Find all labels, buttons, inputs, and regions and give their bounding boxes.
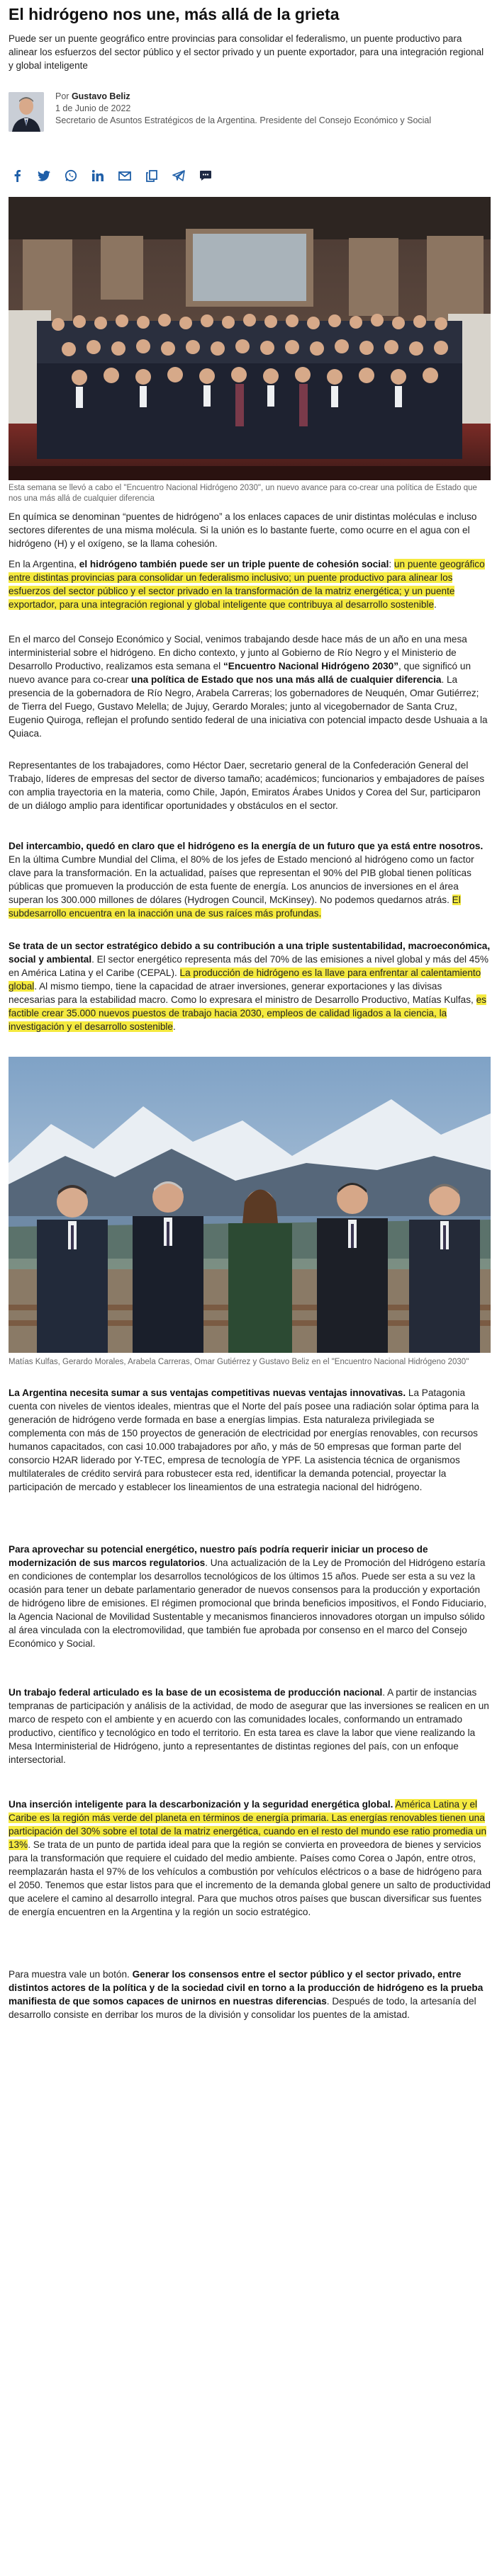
bold-text: Un trabajo federal articulado es la base de un ecosistema de producción nacional bbox=[9, 1687, 383, 1698]
highlighted-text: El subdesarrollo encuentra en la inacción una de sus raíces más profundas. bbox=[9, 895, 461, 919]
share-bar bbox=[10, 167, 213, 184]
whatsapp-icon[interactable] bbox=[64, 169, 78, 183]
author-block bbox=[9, 89, 491, 146]
bold-text: el hidrógeno también puede ser un triple puente de cohesión social bbox=[79, 559, 389, 569]
text-run: En el marco del Consejo Económico y Social, venimos trabajando desde hace más de un año en una mesa interministerial sobre el hidrógeno. En dicho contexto, y junto al Gobierno de Río Negro y el Ministerio de Desarrollo Productivo, realizamos esta semana el bbox=[9, 634, 467, 671]
byline-prefix: Por bbox=[55, 91, 72, 101]
highlighted-text: un puente geográfico entre distintas provincias para consolidar un federalismo inclusivo; un puente productivo para alinear los esfuerzos del sector público y el sector privado en la transformación de la matriz energética; y un puente exportador, para una integración regional y global inteligente que contribuya al desarrollo sostenible bbox=[9, 559, 485, 610]
facebook-icon[interactable] bbox=[10, 169, 24, 183]
paragraph bbox=[9, 1543, 491, 1650]
linkedin-icon[interactable] bbox=[91, 169, 105, 183]
text-run: . A partir de instancias tempranas de participación y análisis de la actividad, de modo de asegurar que las inversiones se realicen en un marco de respeto con el ambiente y en acuerdo con las comunidades locales, conformando un entramado productivo, científico y tecnológico en todo el territorio. En esta tarea es clave la labor que viene realizando la Mesa Interministerial de Hidrógeno, junto a representantes de distintas regiones del país, con un enfoque intersectorial. bbox=[9, 1687, 489, 1765]
text-run: . Después de todo, la artesanía del desarrollo consiste en derribar los muros de la división y consolidar los puentes de la amistad. bbox=[9, 1996, 476, 2020]
highlighted-text: América Latina y el Caribe es la región más verde del planeta en términos de energía primaria. Las energías renovables tienen una participación del 30% sobre el total de la matriz energética, cuando en el resto del mundo ese ratio promedia un 13% bbox=[9, 1799, 487, 1850]
bold-text: Una inserción inteligente para la descarbonización y la seguridad energética global. bbox=[9, 1799, 393, 1810]
copy-link-icon[interactable] bbox=[145, 169, 159, 183]
paragraph bbox=[9, 1386, 491, 1494]
author-name[interactable]: Gustavo Beliz bbox=[71, 91, 130, 101]
photo-caption: Matías Kulfas, Gerardo Morales, Arabela Carreras, Omar Gutiérrez y Gustavo Beliz en el "Encuentro Nacional Hidrógeno 2030" bbox=[9, 1358, 469, 1366]
twitter-icon[interactable] bbox=[37, 169, 51, 183]
text-run: . La presencia de la gobernadora de Río Negro, Arabela Carreras; los gobernadores de Neuquén, Omar Gutiérrez; de Tierra del Fuego, Gustavo Melella; de Jujuy, Gerardo Morales; junto al vicegobernador de Santa Cruz, Eugenio Quiroga, reflejan el profundo sentido federal de una iniciativa con potencial impacto desde Ushuaia a la Quiaca. bbox=[9, 674, 488, 739]
highlighted-text: es factible crear 35.000 nuevos puestos de trabajo hacia 2030, empleos de calidad ligados a la ciencia, la investigación y el desarrollo sostenible bbox=[9, 994, 486, 1032]
text-run: : bbox=[389, 559, 394, 569]
bold-text: Generar los consensos entre el sector público y el sector privado, entre distintos actores de la política y de la sociedad civil en torno a la producción de hidrógeno es la prueba manifiesta de que somos capaces de unirnos en nuestras diferencias bbox=[9, 1969, 484, 2007]
event-group-photo bbox=[9, 197, 491, 480]
paragraph bbox=[9, 839, 491, 920]
text-run: . Se trata de un punto de partida ideal para que la región se convierta en proveedora de bienes y servicios para la transformación que requiere el cuidado del medio ambiente. Países como Corea o Japón, entre otros, reemplazarán hasta el 97% de los vehículos a combustión por vehículos eléctricos o a base de hidrógeno para el 2050. Tenemos que estar listos para que el incremento de la demanda global genere un salto de productividad que acelere el camino al desarrollo integral. Para que muchos otros países que buscan diversificar sus fuentes de energía encuentren en la Argentina y la región un socio estratégico. bbox=[9, 1839, 491, 1917]
telegram-icon[interactable] bbox=[172, 169, 186, 183]
text-run: . El sector energético representa más del 70% de las emisiones a nivel global y más del 45% en América Latina y el Caribe (CEPAL). bbox=[9, 954, 489, 978]
bold-text: Del intercambio, quedó en claro que el hidrógeno es la energía de un futuro que ya está entre nosotros. bbox=[9, 841, 484, 851]
bold-text: una política de Estado que nos una más allá de cualquier diferencia bbox=[131, 674, 442, 685]
bold-text: La Argentina necesita sumar a sus ventajas competitivas nuevas ventajas innovativas. bbox=[9, 1388, 406, 1398]
highlighted-text: La producción de hidrógeno es la llave para enfrentar al calentamiento global bbox=[9, 968, 481, 992]
paragraph bbox=[9, 557, 491, 611]
article-title: El hidrógeno nos une, más allá de la grieta bbox=[9, 5, 340, 23]
text-run: En la última Cumbre Mundial del Clima, el 80% de los jefes de Estado mencionó al hidrógeno como un factor clave para la transformación. En la actualidad, países que representan el 90% del PIB global tienen políticas públicas que promueven la producción de esta fuente de energía. Los anuncios de inversiones en el área superan los 300.000 millones de dólares (Hydrogen Council, McKinsey). No podemos quedarnos atrás. bbox=[9, 854, 474, 905]
paragraph bbox=[9, 632, 491, 740]
paragraph bbox=[9, 1798, 491, 1919]
text-run: La Patagonia cuenta con niveles de vientos ideales, mientras que el Norte del país posee una radiación solar óptima para la generación de hidrógeno verde formada en base a energías limpias. Esta naturaleza privilegiada se complementa con más de 150 proyectos de generación de electricidad por energías renovables, con recursos humanos capacitados, con casi 10.000 trabajadores por año, y más de 50 empresas que forman parte del consorcio H2AR liderado por Y-TEC, empresa de tecnología de YPF. La asistencia técnica de organismos multilaterales de crédito servirá para robustecer esta red, identificar la demanda potencial, proyectar la participación de mercado y establecer los lineamientos de una estrategia nacional del hidrógeno. bbox=[9, 1388, 479, 1492]
comment-icon[interactable] bbox=[199, 169, 213, 183]
author-info bbox=[55, 91, 481, 127]
publish-date: 1 de Junio de 2022 bbox=[55, 103, 131, 113]
paragraph: Representantes de los trabajadores, como Héctor Daer, secretario general de la Confederación General del Trabajo, líderes de empresas del sector de diverso tamaño; académicos; funcionarios y embajadores de países con amplia trayectoria en la materia, como Chile, Japón, Emiratos Árabes Unidos y Corea del Sur, participaron de un diálogo amplio para identificar oportunidades y obstáculos en el sector. bbox=[9, 760, 485, 811]
paragraph bbox=[9, 1968, 491, 2021]
article-subtitle: Puede ser un puente geográfico entre provincias para consolidar el federalismo, un puente productivo para alinear los esfuerzos del sector público y el sector privado y un puente exportador, para una integración regional y global inteligente bbox=[9, 33, 484, 71]
email-icon[interactable] bbox=[118, 169, 132, 183]
paragraph bbox=[9, 1686, 491, 1766]
text-run: , que significó un nuevo avance para co-crear bbox=[9, 661, 471, 685]
text-run: En la Argentina, bbox=[9, 559, 79, 569]
author-byline bbox=[55, 91, 481, 103]
bold-text: Se trata de un sector estratégico debido a su contribución a una triple sustentabilidad, macroeconómica, social y ambiental bbox=[9, 941, 491, 965]
bold-text: “Encuentro Nacional Hidrógeno 2030” bbox=[223, 661, 398, 671]
photo-caption: Esta semana se llevó a cabo el "Encuentro Nacional Hidrógeno 2030", un nuevo avance para co-crear una política de Estado que nos una más allá de cualquier diferencia bbox=[9, 484, 477, 503]
text-run: Para muestra vale un botón. bbox=[9, 1969, 133, 1980]
text-run: . bbox=[172, 1021, 176, 1032]
bold-text: Para aprovechar su potencial energético, nuestro país podría requerir iniciar un proceso de modernización de sus marcos regulatorios bbox=[9, 1544, 428, 1568]
text-run: . Una actualización de la Ley de Promoción del Hidrógeno estaría en condiciones de contemplar los desarrollos tecnológicos de los últimos 15 años. Puede ser esta a su vez la ocasión para tener un debate parlamentario generador de nuevos consensos para la producción y exportación de hidrógeno libre de emisiones. El régimen promocional que brinda beneficios impositivos, el Fondo Fiduciario, la Agencia Nacional de Movilidad Sustentable y mecanismos financieros innovadores otorgan un impulso sólido al área vinculada con la electromovilidad, que también fue aprobada por consenso en el marco del Consejo Económico y Social. bbox=[9, 1557, 487, 1649]
text-run: . bbox=[434, 599, 437, 610]
author-role: Secretario de Asuntos Estratégicos de la Argentina. Presidente del Consejo Económico y Social bbox=[55, 115, 432, 125]
paragraph bbox=[9, 939, 491, 1033]
text-run: . Al mismo tiempo, tiene la capacidad de atraer inversiones, generar exportaciones y las divisas necesarias para la estabilidad macro. Como lo expresara el ministro de Desarrollo Productivo, Matías Kulfas, bbox=[9, 981, 476, 1005]
officials-photo bbox=[9, 1057, 491, 1353]
paragraph: En química se denominan “puentes de hidrógeno” a los enlaces capaces de unir distintas moléculas e incluso sectores diferentes de una misma molécula. Si la unión es lo bastante fuerte, como ocurre en el agua con el hidrógeno (H) y el oxígeno, se la llama cohesión. bbox=[9, 511, 477, 549]
author-avatar[interactable] bbox=[9, 92, 44, 132]
